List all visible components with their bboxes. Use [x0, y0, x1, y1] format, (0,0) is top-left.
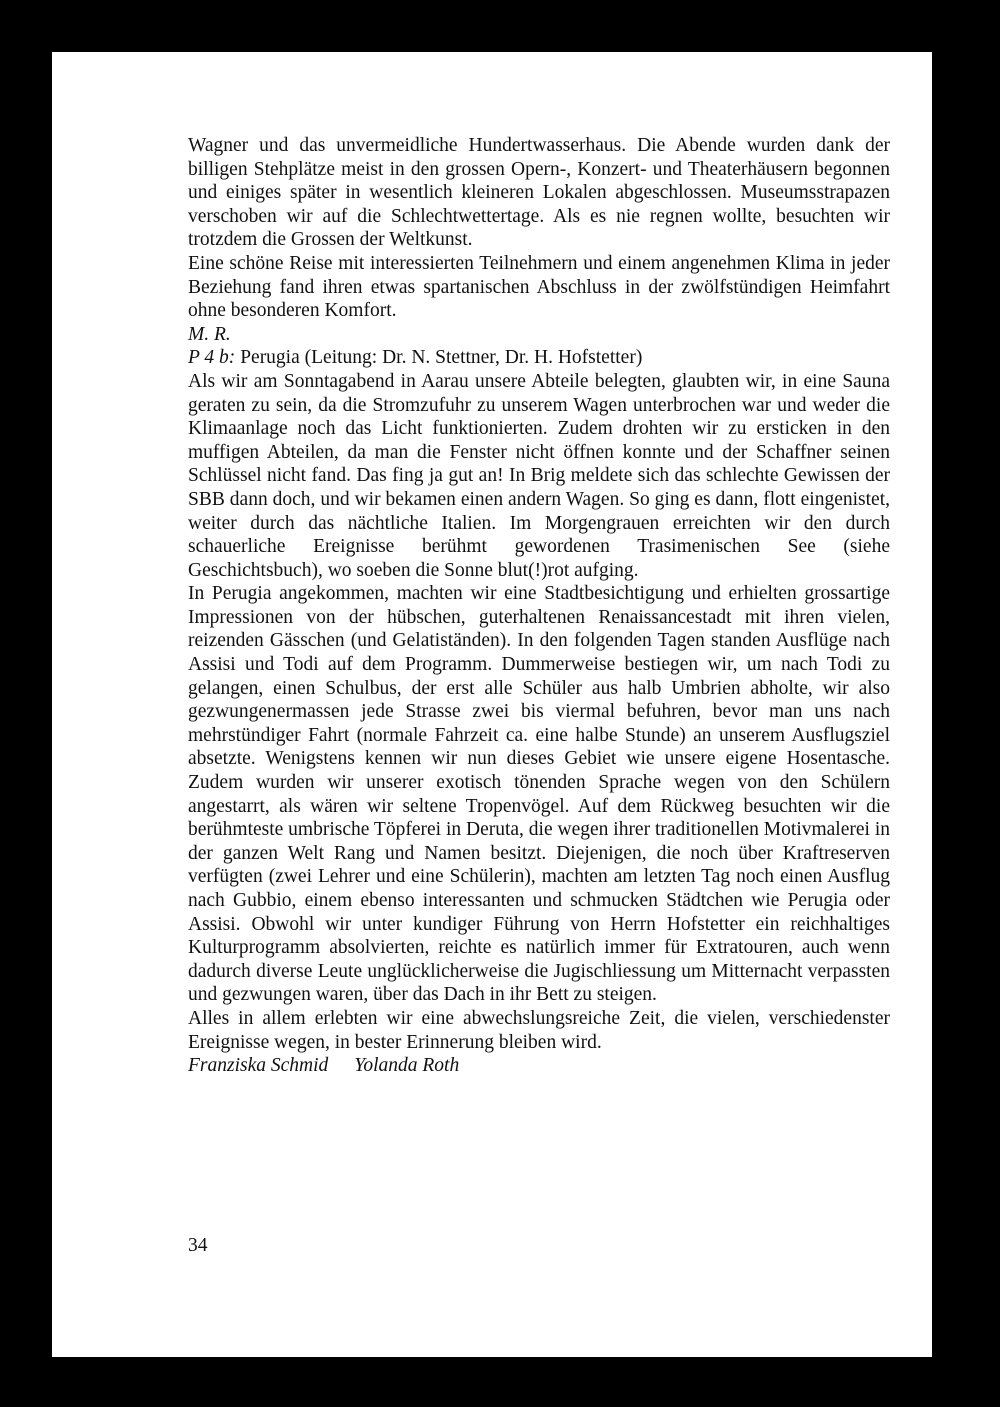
author-name: Franziska Schmid — [188, 1055, 329, 1077]
article2-heading — [188, 346, 890, 370]
article2-paragraph-1: Als wir am Sonntagabend in Aarau unsere Abteile belegten, glaubten wir, in eine Sauna geraten zu sein, da die Stromzufuhr zu unserem Wagen unterbrochen war und weder die Klimaanlage noch das Licht funktionierten. Zudem drohten wir zu ersticken in den muffigen Abteilen, da man die Fenster nicht öffnen konnte und der Schaffner seinen Schlüssel nicht fand. Das fing ja gut an! In Brig meldete sich das schlechte Gewissen der SBB dann doch, und wir bekamen einen andern Wagen. So ging es dann, flott eingenistet, weiter durch das nächtliche Italien. Im Morgengrauen erreichten wir den durch schauerliche Ereignisse berühmt gewordenen Trasimenischen See (siehe Geschichtsbuch), wo soeben die Sonne blut(!)rot aufging. — [188, 370, 890, 581]
article1-paragraph-2: Eine schöne Reise mit interessierten Teilnehmern und einem angenehmen Klima in jeder Beziehung fand ihren etwas spartanischen Abschluss in der zwölfstündigen Heimfahrt ohne besonderen Komfort. — [188, 252, 890, 322]
article1-paragraph-1: Wagner und das unvermeidliche Hundertwasserhaus. Die Abende wurden dank der billigen Stehplätze meist in den grossen Opern-, Konzert- und Theaterhäusern begonnen und einiges später in wesentlich kleineren Lokalen abgeschlossen. Museumsstrapazen verschoben wir auf die Schlechtwettertage. Als es nie regnen wollte, besuchten wir trotzdem die Grossen der Weltkunst. — [188, 135, 890, 251]
page-content — [188, 134, 890, 1078]
article1-signature: M. R. — [188, 323, 231, 345]
article2-code: P 4 b: — [188, 347, 236, 369]
document-page — [52, 52, 932, 1357]
article2-signature — [188, 1054, 890, 1078]
article2-paragraph-2: In Perugia angekommen, machten wir eine Stadtbesichtigung und erhielten grossartige Impressionen von der hübschen, guterhaltenen Renaissancestadt mit ihren vielen, reizenden Gässchen (und Gelatiständen). In den folgenden Tagen standen Ausflüge nach Assisi und Todi auf dem Programm. Dummerweise bestiegen wir, um nach Todi zu gelangen, einen Schulbus, der erst alle Schüler aus halb Umbrien abholte, wir also gezwungenermassen jede Strasse zwei bis viermal befuhren, bevor man uns nach mehrstündiger Fahrt (normale Fahrzeit ca. eine halbe Stunde) an unserem Ausflugsziel absetzte. Wenigstens kennen wir nun dieses Gebiet wie unsere eigene Hosentasche. Zudem wurden wir unserer exotisch tönenden Sprache wegen von den Schülern angestarrt, als wären wir seltene Tropenvögel. Auf dem Rückweg besuchten wir die berühmteste umbrische Töpferei in Deruta, die wegen ihrer traditionellen Motivmalerei in der ganzen Welt Rang und Namen besitzt. Diejenigen, die noch über Kraftreserven verfügten (zwei Lehrer und eine Schülerin), machten am letzten Tag noch einen Ausflug nach Gubbio, einem ebenso interessanten und schmucken Städtchen wie Perugia oder Assisi. Obwohl wir unter kundiger Führung von Herrn Hofstetter ein reichhaltiges Kulturprogramm absolvierten, reichte es natürlich immer für Extratouren, auch wenn dadurch diverse Leute unglücklicherweise die Jugischliessung um Mitternacht verpassten und gezwungen waren, über das Dach in ihr Bett zu steigen. — [188, 583, 890, 1006]
article2-title: Perugia (Leitung: Dr. N. Stettner, Dr. H. Hofstetter) — [240, 347, 643, 369]
page-number: 34 — [188, 1235, 208, 1256]
article2-paragraph-3: Alles in allem erlebten wir eine abwechslungsreiche Zeit, die vielen, verschiedenster Ereignisse wegen, in bester Erinnerung bleiben wird. — [188, 1007, 890, 1053]
author-name: Yolanda Roth — [354, 1055, 460, 1077]
